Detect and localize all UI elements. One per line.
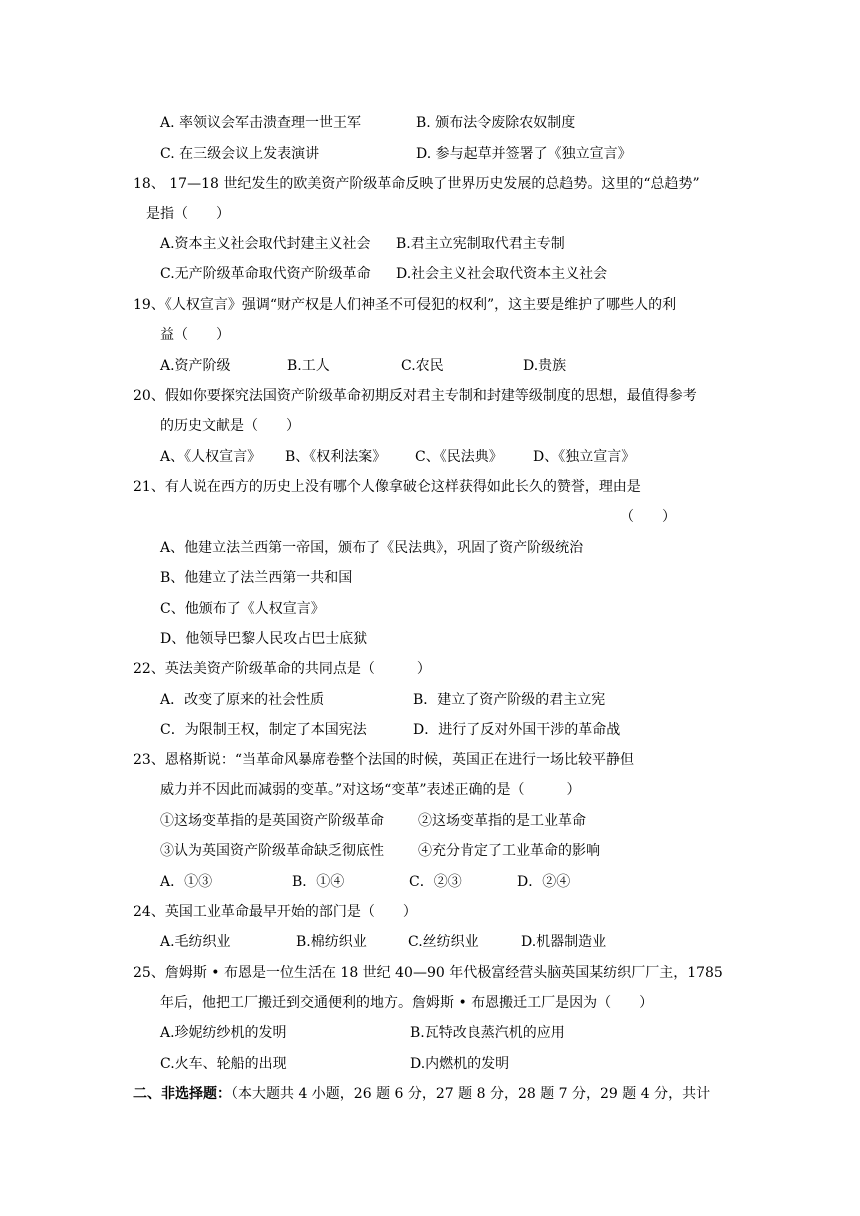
q23-option-b: B．①④ xyxy=(292,874,345,890)
q19-stem-line2: 益（ ） xyxy=(160,327,230,343)
q18-option-a: A.资本主义社会取代封建主义社会 xyxy=(160,236,371,252)
q25-option-b: B.瓦特改良蒸汽机的应用 xyxy=(410,1025,565,1041)
section2-header xyxy=(133,1084,710,1104)
q19-option-c: C.农民 xyxy=(401,358,444,374)
q21-answer-paren: （ ） xyxy=(620,509,676,525)
q18-option-c: C.无产阶级革命取代资产阶级革命 xyxy=(160,266,371,282)
q23-option-c: C．②③ xyxy=(409,874,462,890)
q23-option-a: A．①③ xyxy=(160,874,213,890)
q17-option-a: A. 率领议会军击溃查理一世王军 xyxy=(160,115,362,131)
q18-stem-line2: 是指（ ） xyxy=(146,206,230,222)
section2-heading: 二、非选择题： xyxy=(133,1086,231,1102)
q19-stem-line1: 19、《人权宣言》强调“财产权是人们神圣不可侵犯的权利”，这主要是维护了哪些人的利 xyxy=(133,297,677,313)
q25-option-a: A.珍妮纺纱机的发明 xyxy=(160,1025,287,1041)
q19-option-b: B.工人 xyxy=(287,358,330,374)
q23-option-d: D．②④ xyxy=(517,874,571,890)
q23-statement-2: ②这场变革指的是工业革命 xyxy=(418,813,586,829)
q20-option-c: C、《民法典》 xyxy=(415,449,503,465)
q20-option-d: D、《独立宣言》 xyxy=(533,449,636,465)
q22-option-c: C．为限制王权，制定了本国宪法 xyxy=(160,722,367,738)
q21-option-b: B、他建立了法兰西第一共和国 xyxy=(160,570,353,586)
q22-option-d: D．进行了反对外国干涉的革命战 xyxy=(413,722,621,738)
q19-option-a: A.资产阶级 xyxy=(160,358,231,374)
q23-stem-line2: 威力并不因此而减弱的变革。”对这场“变革”表述正确的是（ ） xyxy=(160,782,581,798)
q21-option-c: C、他颁布了《人权宣言》 xyxy=(160,601,325,617)
q23-statement-3: ③认为英国资产阶级革命缺乏彻底性 xyxy=(160,843,384,859)
q18-stem-line1: 18、 17—18 世纪发生的欧美资产阶级革命反映了世界历史发展的总趋势。这里的“总趋势” xyxy=(133,176,700,192)
q19-option-d: D.贵族 xyxy=(523,358,567,374)
q23-stem-line1: 23、恩格斯说：“当革命风暴席卷整个法国的时候，英国正在进行一场比较平静但 xyxy=(133,752,634,768)
q24-option-c: C.丝纺织业 xyxy=(408,934,479,950)
q24-option-a: A.毛纺织业 xyxy=(160,934,231,950)
q22-stem-line1: 22、英法美资产阶级革命的共同点是（ ） xyxy=(133,661,431,677)
q21-option-a: A、他建立法兰西第一帝国，颁布了《民法典》，巩固了资产阶级统治 xyxy=(160,540,584,556)
q18-option-b: B.君主立宪制取代君主专制 xyxy=(396,236,565,252)
q23-statement-4: ④充分肯定了工业革命的影响 xyxy=(418,843,600,859)
q21-option-d: D、他领导巴黎人民攻占巴士底狱 xyxy=(160,631,368,647)
q23-statement-1: ①这场变革指的是英国资产阶级革命 xyxy=(160,813,384,829)
q20-option-b: B、《权利法案》 xyxy=(285,449,387,465)
q18-option-d: D.社会主义社会取代资本主义社会 xyxy=(396,266,608,282)
q17-option-b: B. 颁布法令废除农奴制度 xyxy=(416,115,576,131)
q21-stem-line1: 21、有人说在西方的历史上没有哪个人像拿破仑这样获得如此长久的赞誉，理由是 xyxy=(133,479,641,495)
q22-option-a: A．改变了原来的社会性质 xyxy=(160,692,325,708)
q17-option-d: D. 参与起草并签署了《独立宣言》 xyxy=(416,146,632,162)
q25-option-c: C.火车、轮船的出现 xyxy=(160,1056,287,1072)
q20-option-a: A、《人权宣言》 xyxy=(160,449,262,465)
q24-option-d: D.机器制造业 xyxy=(521,934,607,950)
q25-stem-line2: 年后，他把工厂搬迁到交通便利的地方。詹姆斯 • 布恩搬迁工厂是因为（ ） xyxy=(160,995,654,1011)
q25-stem-line1: 25、詹姆斯 • 布恩是一位生活在 18 世纪 40—90 年代极富经营头脑英国某纺织厂厂主，1785 xyxy=(133,965,723,981)
q24-stem-line1: 24、英国工业革命最早开始的部门是（ ） xyxy=(133,904,417,920)
q17-option-c: C. 在三级会议上发表演讲 xyxy=(160,146,320,162)
q20-stem-line2: 的历史文献是（ ） xyxy=(160,418,300,434)
q20-stem-line1: 20、假如你要探究法国资产阶级革命初期反对君主专制和封建等级制度的思想，最值得参考 xyxy=(133,388,697,404)
q25-option-d: D.内燃机的发明 xyxy=(410,1056,510,1072)
q24-option-b: B.棉纺织业 xyxy=(296,934,367,950)
q22-option-b: B．建立了资产阶级的君主立宪 xyxy=(413,692,606,708)
section2-description: （本大题共 4 小题，26 题 6 分，27 题 8 分，28 题 7 分，29 题 4 分，共计 xyxy=(231,1086,711,1102)
